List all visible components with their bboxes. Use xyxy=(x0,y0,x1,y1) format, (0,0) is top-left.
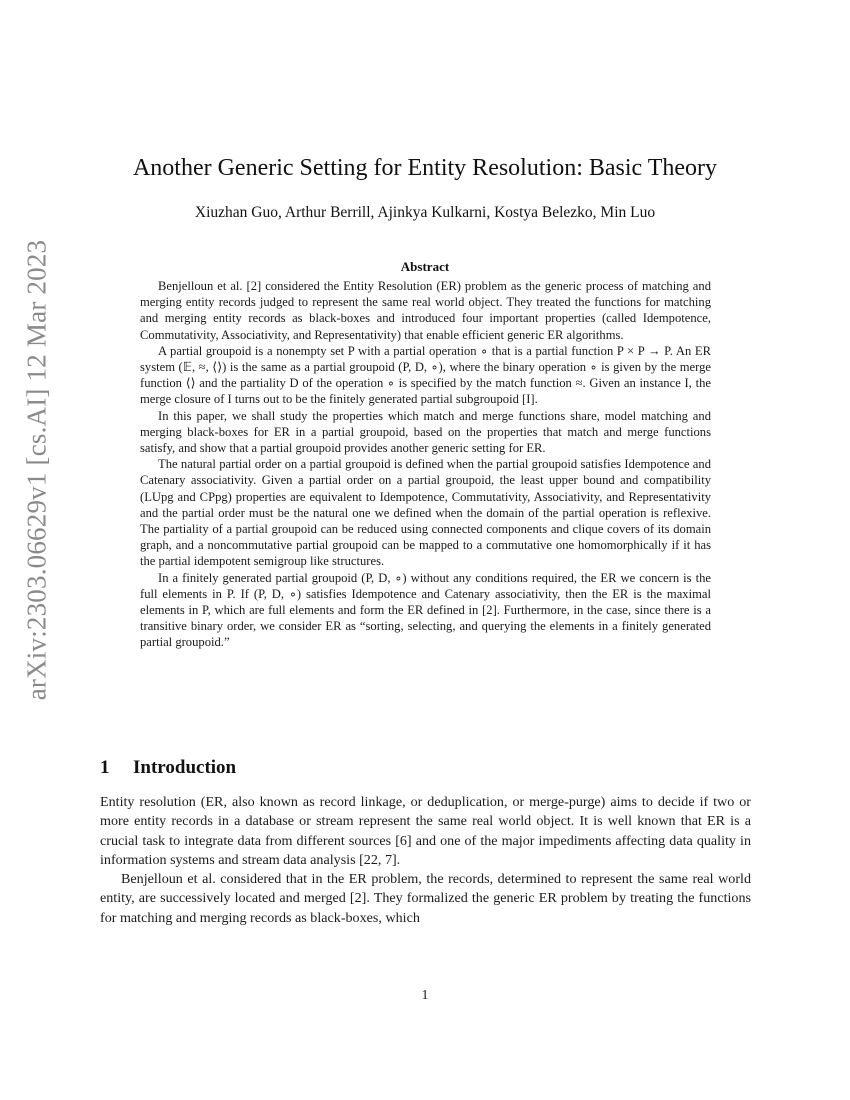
author-list: Xiuzhan Guo, Arthur Berrill, Ajinkya Kulkarni, Kostya Belezko, Min Luo xyxy=(194,204,656,221)
abstract-paragraph: Benjelloun et al. [2] considered the Entity Resolution (ER) problem as the generic process of matching and merging entity records judged to represent the same real world object. They treated the functions for matching and merging entity records as black-boxes and introduced four important properties (called Idempotence, Commutativity, Associativity, and Representativity) that enable efficient generic ER algorithms. xyxy=(140,279,711,342)
abstract-paragraph: A partial groupoid is a nonempty set P with a partial operation ∘ that is a partial function P × P → P. An ER system (𝔼, ≈, ⟨⟩) is the same as a partial groupoid (P, D, ∘), where the binary operation ∘ is given by the merge function ⟨⟩ and the partiality D of the operation ∘ is specified by the match function ≈. Given an instance I, the merge closure of I turns out to be the finitely generated partial subgroupoid [I]. xyxy=(140,343,711,407)
abstract-body xyxy=(140,278,711,651)
abstract-paragraph: The natural partial order on a partial groupoid is defined when the partial groupoid satisfies Idempotence and Catenary associativity. Given a partial order on a partial groupoid, the least upper bound and compatibility (LUpg and CPpg) properties are equivalent to Idempotence, Commutativity, Associativity, and Representativity and the partial order must be the natural one we defined when the domain of the partial operation is reflexive. The partiality of a partial groupoid can be reduced using connected components and clique covers of its domain graph, and a noncommutative partial groupoid can be mapped to a commutative one homomorphically if it has the partial idempotent semigroup like structures. xyxy=(140,457,711,569)
abstract-heading: Abstract xyxy=(400,259,450,274)
page-number: 1 xyxy=(421,988,429,1003)
section-heading-introduction xyxy=(100,755,236,781)
arxiv-identifier-stamp: arXiv:2303.06629v1 [cs.AI] 12 Mar 2023 xyxy=(21,239,52,701)
abstract-paragraph: In a finitely generated partial groupoid (P, D, ∘) without any conditions required, the ER we concern is the full elements in P. If (P, D, ∘) satisfies Idempotence and Catenary associativity, then the ER is the maximal elements in P, which are full elements and form the ER defined in [2]. Furthermore, in the case, since there is a transitive binary order, we consider ER as “sorting, selecting, and querying the elements in a finitely generated partial groupoid.” xyxy=(140,570,711,650)
body-paragraph: Entity resolution (ER, also known as record linkage, or deduplication, or merge-purge) aims to decide if two or more entity records in a database or stream represent the same real world object. It is well known that ER is a crucial task to integrate data from different sources [6] and one of the major impediments affecting data quality in information systems and stream data analysis [22, 7]. xyxy=(100,794,751,868)
abstract-paragraph: In this paper, we shall study the properties which match and merge functions share, model matching and merging black-boxes for ER in a partial groupoid, based on the properties that match and merge functions satisfy, and show that a partial groupoid provides another generic setting for ER. xyxy=(140,408,711,456)
paper-title: Another Generic Setting for Entity Resolution: Basic Theory xyxy=(132,155,718,181)
introduction-body xyxy=(100,793,751,928)
section-title: Introduction xyxy=(133,757,237,778)
body-paragraph: Benjelloun et al. considered that in the ER problem, the records, determined to represent the same real world entity, are successively located and merged [2]. They formalized the generic ER problem by treating the functions for matching and merging records as black-boxes, which xyxy=(100,871,751,926)
section-number: 1 xyxy=(100,757,110,778)
